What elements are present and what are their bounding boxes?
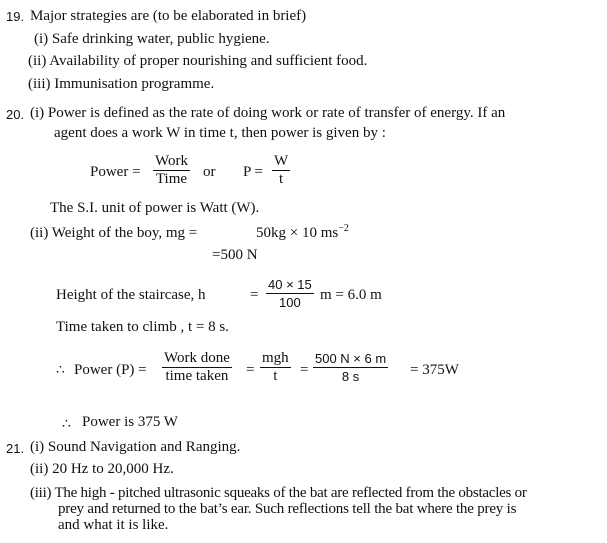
fraction-values <box>313 350 388 385</box>
numerator: Work <box>155 153 188 169</box>
therefore-symbol: ∴ <box>56 363 65 378</box>
therefore-symbol: ∴ <box>62 417 71 432</box>
list-item-continuation: and what it is like. <box>58 517 169 533</box>
fraction-workdone-timetaken <box>162 350 232 385</box>
denominator: time taken <box>165 368 229 384</box>
denominator: t <box>273 368 278 384</box>
numerator: mgh <box>262 350 289 366</box>
numerator: 40 × 15 <box>268 277 312 292</box>
denominator: 100 <box>279 295 301 310</box>
weight-value: 50kg × 10 $ms^{-2}$ <box>256 223 349 241</box>
question-number: 21. <box>6 441 25 456</box>
formula-or: or <box>203 164 216 180</box>
list-item: (i) Safe drinking water, public hygiene. <box>34 31 270 47</box>
conclusion-text: Power is 375 W <box>82 414 178 430</box>
numerator: W <box>274 153 289 169</box>
formula-label: P = <box>243 164 263 180</box>
height-label: Height of the staircase, h <box>56 287 206 303</box>
list-item-continuation: prey and returned to the bat’s ear. Such reflections tell the bat where the prey is <box>58 501 517 517</box>
fraction-height <box>266 276 314 311</box>
equals-sign: = <box>246 362 255 378</box>
formula-label: Power = <box>90 164 141 180</box>
equals-sign: = <box>300 362 309 378</box>
weight-label: (ii) Weight of the boy, mg = <box>30 225 198 241</box>
list-item: (ii) 20 Hz to 20,000 Hz. <box>30 461 174 477</box>
denominator: 8 s <box>341 369 360 384</box>
denominator: Time <box>155 171 188 187</box>
time-text: Time taken to climb , t = 8 s. <box>56 319 229 335</box>
list-item: (ii) Availability of proper nourishing and sufficient food. <box>28 53 368 69</box>
list-item: (iii) The high - pitched ultrasonic squeaks of the bat are reflected from the obstacles or <box>30 485 527 501</box>
list-item: (i) Sound Navigation and Ranging. <box>30 439 241 455</box>
numerator: Work done <box>164 350 230 366</box>
question-text: Major strategies are (to be elaborated in brief) <box>30 8 307 24</box>
list-item: (iii) Immunisation programme. <box>28 76 215 92</box>
numerator: 500 N × 6 m <box>315 351 387 366</box>
weight-result: =500 N <box>212 247 258 263</box>
question-number: 19. <box>6 9 25 24</box>
si-unit-text: The S.I. unit of power is Watt (W). <box>50 200 260 216</box>
question-text: agent does a work W in time t, then power is given by : <box>54 125 386 141</box>
question-text: (i) Power is defined as the rate of doing work or rate of transfer of energy. If an <box>30 105 506 121</box>
fraction-mgh-t <box>260 350 291 385</box>
power-label: Power (P) = <box>74 362 147 378</box>
power-result: = 375W <box>410 362 459 378</box>
height-result: m = 6.0 m <box>320 287 382 303</box>
question-number: 20. <box>6 107 25 122</box>
fraction-work-time <box>153 153 190 188</box>
denominator: t <box>279 171 284 187</box>
fraction-w-t <box>272 153 290 188</box>
equals-sign: = <box>250 287 259 303</box>
